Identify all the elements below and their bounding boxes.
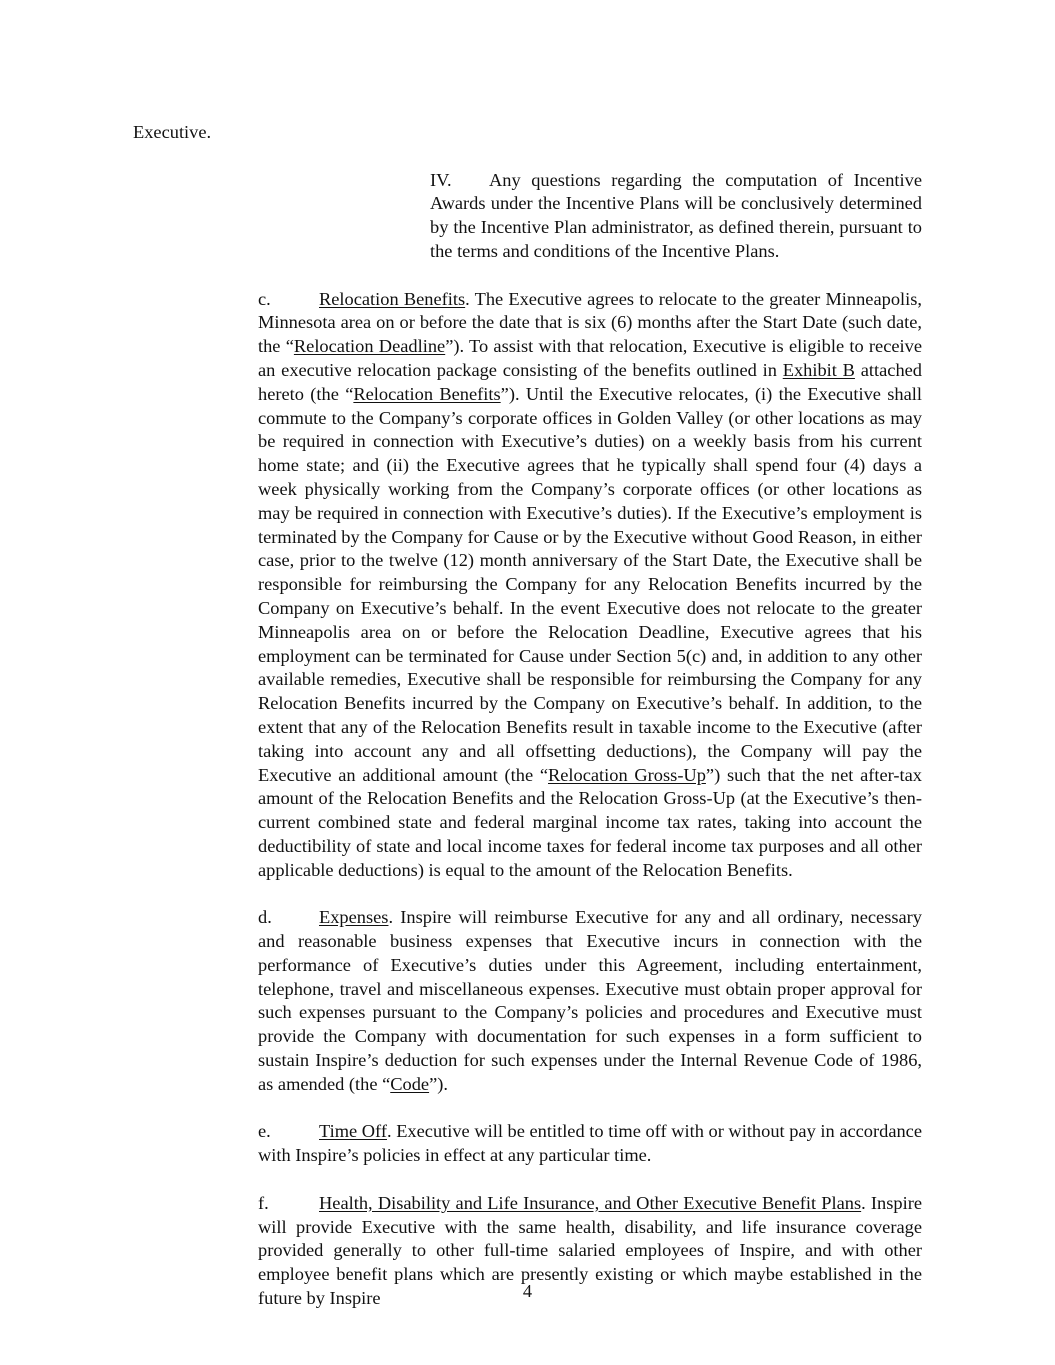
section-f-label: f. <box>258 1192 269 1213</box>
section-d-text-2: ”). <box>429 1073 448 1094</box>
section-d-text-1: . Inspire will reimburse Executive for any and all ordinary, necessary and reasonable business expenses that Executive incurs in connection with the performance of Executive’s duties under this Agreement, including entertainment, telephone, travel and miscellaneous expenses. Executive must obtain proper approval for such expenses pursuant to the Company’s policies and procedures and Executive must provide the Company with documentation for such expenses in a form sufficient to sustain Inspire’s deduction for such expenses under the Internal Revenue Code of 1986, as amended (the “ <box>258 907 922 1094</box>
section-e-paragraph <box>133 1120 922 1168</box>
section-f-text-1: . Inspire will provide Executive with the same health, disability, and life insurance coverage provided generally to other full-time salaried employees of Inspire, and with other employee benefit plans which are presently existing or which maybe established in the future by Inspire <box>258 1192 923 1309</box>
defined-term-relocation-deadline: Relocation Deadline <box>293 336 446 357</box>
section-c-text-1: . The Executive agrees to relocate to the greater Minneapolis, Minnesota area on or before the date that is six (6) months after the Start Date (such date, the “ <box>258 288 922 357</box>
intro-text: Executive. <box>133 122 212 142</box>
section-c-label: c. <box>258 288 271 309</box>
section-d-label: d. <box>258 907 272 928</box>
defined-term-code: Code <box>390 1073 430 1094</box>
section-e-text-1: . Executive will be entitled to time off with or without pay in accordance with Inspire’s policies in effect at any particular time. <box>258 1121 923 1166</box>
item-iv-paragraph <box>133 169 922 264</box>
section-c-text-4: ”). Until the Executive relocates, (i) the Executive shall commute to the Company’s corporate offices in Golden Valley (or other locations as may be required in connection with Executive’s duties) on a weekly basis from his current home state; and (ii) the Executive agrees that he typically shall spend four (4) days a week physically working from the Company’s corporate offices (or other locations as may be required in connection with Executive’s duties). If the Executive’s employment is terminated by the Company for Cause or by the Executive without Good Reason, in either case, prior to the twelve (12) month anniversary of the Start Date, the Executive shall be responsible for reimbursing the Company for any Relocation Benefits incurred by the Company on Executive’s behalf. In the event Executive does not relocate to the greater Minneapolis area on or before the Relocation Deadline, Executive agrees that his employment can be terminated for Cause under Section 5(c) and, in addition to any other available remedies, Executive shall be responsible for reimbursing the Company for any Relocation Benefits incurred by the Company on Executive’s behalf. In addition, to the extent that any of the Relocation Benefits result in taxable income to the Executive (after taking into account any and all offsetting deductions), the Company will pay the Executive an additional amount (the “ <box>258 383 923 785</box>
section-d-paragraph <box>133 906 922 1096</box>
defined-term-relocation-gross-up: Relocation Gross-Up <box>548 764 706 785</box>
item-iv-label: IV. <box>430 169 452 190</box>
page-number: 4 <box>522 1281 533 1301</box>
section-f-heading: Health, Disability and Life Insurance, and Other Executive Benefit Plans <box>319 1192 862 1213</box>
section-c-text-5: ”) such that the net after-tax amount of the Relocation Benefits and the Relocation Gross-Up (at the Executive’s then-current combined state and federal marginal income tax rates, taking into account the deductibility of state and local income taxes for federal income tax purposes and all other applicable deductions) is equal to the amount of the Relocation Benefits. <box>258 764 922 880</box>
section-d-heading: Expenses <box>319 907 389 928</box>
section-c-heading: Relocation Benefits <box>319 288 466 309</box>
exhibit-b-reference: Exhibit B <box>782 359 855 380</box>
defined-term-relocation-benefits: Relocation Benefits <box>353 383 501 404</box>
item-iv-text: Any questions regarding the computation of Incentive Awards under the Incentive Plans will be conclusively determined by the Incentive Plan administrator, as defined therein, pursuant to the terms and conditions of the Incentive Plans. <box>430 169 922 261</box>
section-e-label: e. <box>258 1121 271 1142</box>
section-e-heading: Time Off <box>319 1121 387 1142</box>
section-c-text-3: attached hereto (the “ <box>258 359 922 404</box>
document-page <box>133 121 922 1311</box>
section-c-text-2: ”). To assist with that relocation, Executive is eligible to receive an executive relocation package consisting of the benefits outlined in <box>258 336 922 380</box>
section-c-paragraph <box>133 288 922 883</box>
